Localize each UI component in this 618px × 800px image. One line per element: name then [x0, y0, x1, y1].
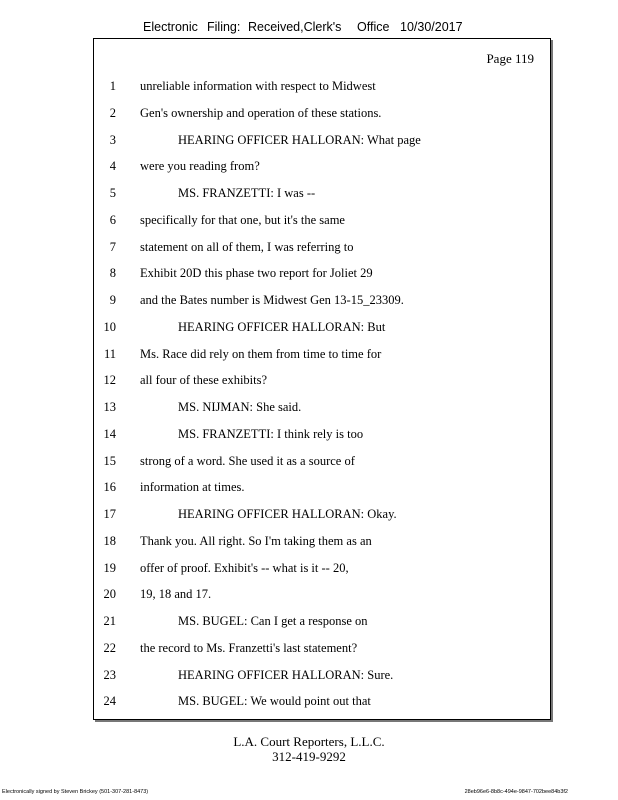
line-number: 3 [109, 132, 116, 147]
transcript-line [94, 266, 550, 284]
transcript-line [94, 480, 550, 498]
line-number: 21 [103, 614, 116, 628]
line-text: and the Bates number is Midwest Gen 13-15_23309. [140, 293, 404, 307]
line-number: 5 [109, 186, 116, 200]
line-text: the record to Ms. Franzetti's last statement? [140, 640, 358, 655]
transcript-line [94, 186, 550, 204]
transcript-line [94, 293, 550, 311]
footer-company: L.A. Court Reporters, L.L.C. [233, 734, 385, 749]
line-text: statement on all of them, I was referring to [140, 239, 354, 254]
line-number: 10 [103, 319, 116, 334]
line-number: 2 [109, 105, 116, 120]
header-electronic: Electronic [143, 20, 198, 34]
line-number: 18 [103, 533, 116, 548]
line-text: MS. BUGEL: Can I get a response on [178, 614, 368, 628]
line-text: Exhibit 20D this phase two report for Joliet 29 [140, 266, 373, 281]
line-text: MS. NIJMAN: She said. [178, 400, 302, 414]
transcript-line [94, 694, 550, 712]
transcript-line [94, 79, 550, 97]
page-number: Page 119 [486, 51, 534, 66]
line-text: 19, 18 and 17. [140, 587, 212, 602]
line-text: information at times. [140, 480, 245, 495]
line-text: MS. FRANZETTI: I think rely is too [178, 426, 364, 441]
transcript-line [94, 240, 550, 258]
footer-phone: 312-419-9292 [272, 749, 346, 764]
line-number: 12 [103, 373, 116, 388]
line-number: 16 [103, 480, 116, 495]
line-text: Ms. Race did rely on them from time to time for [140, 346, 382, 361]
line-number: 7 [109, 239, 116, 254]
transcript-line [94, 614, 550, 632]
line-number: 22 [103, 640, 116, 655]
line-number: 15 [103, 453, 116, 468]
filing-header [0, 20, 618, 38]
transcript-line [94, 561, 550, 579]
line-text: MS. FRANZETTI: I was -- [178, 186, 316, 200]
transcript-line [94, 320, 550, 338]
line-number: 13 [103, 400, 116, 414]
line-text: all four of these exhibits? [140, 373, 268, 388]
line-text: offer of proof. Exhibit's -- what is it -- 20, [140, 560, 349, 575]
line-text: strong of a word. She used it as a source of [140, 453, 355, 468]
line-text: specifically for that one, but it's the same [140, 212, 345, 227]
line-number: 8 [109, 266, 116, 281]
signature-right: 28eb96e6-8b8c-494e-9847-702bee84b3f2 [464, 789, 568, 795]
line-text: were you reading from? [140, 159, 260, 174]
line-text: Thank you. All right. So I'm taking them as an [140, 533, 372, 548]
line-number: 17 [103, 507, 116, 521]
signature-left: Electronically signed by Steven Brickey (501-307-281-8473) [2, 789, 149, 795]
transcript-line [94, 641, 550, 659]
transcript-page [93, 38, 551, 720]
line-number: 24 [103, 694, 116, 709]
transcript-line [94, 400, 550, 418]
transcript-line [94, 159, 550, 177]
line-text: HEARING OFFICER HALLORAN: Sure. [178, 667, 394, 682]
header-received: Received,Clerk's [248, 20, 342, 34]
line-text: HEARING OFFICER HALLORAN: But [178, 319, 386, 334]
transcript-line [94, 507, 550, 525]
line-number: 19 [103, 560, 116, 575]
transcript-line [94, 668, 550, 686]
header-date: 10/30/2017 [400, 20, 463, 34]
line-text: HEARING OFFICER HALLORAN: What page [178, 132, 421, 147]
line-number: 11 [103, 346, 116, 361]
transcript-line [94, 373, 550, 391]
transcript-line [94, 106, 550, 124]
line-text: Gen's ownership and operation of these stations. [140, 105, 382, 120]
line-number: 23 [103, 667, 116, 682]
line-number: 6 [109, 212, 116, 227]
line-number: 1 [109, 79, 116, 93]
transcript-line [94, 347, 550, 365]
line-number: 14 [103, 426, 116, 441]
line-text: unreliable information with respect to Midwest [140, 79, 376, 93]
line-text: MS. BUGEL: We would point out that [178, 694, 371, 709]
transcript-line [94, 454, 550, 472]
header-office: Office [357, 20, 390, 34]
transcript-line [94, 427, 550, 445]
header-filing: Filing: [207, 20, 241, 34]
transcript-line [94, 133, 550, 151]
line-number: 9 [109, 293, 116, 307]
transcript-line [94, 534, 550, 552]
line-number: 20 [103, 587, 116, 602]
line-number: 4 [109, 159, 116, 174]
line-text: HEARING OFFICER HALLORAN: Okay. [178, 507, 397, 521]
transcript-line [94, 587, 550, 605]
transcript-line [94, 213, 550, 231]
